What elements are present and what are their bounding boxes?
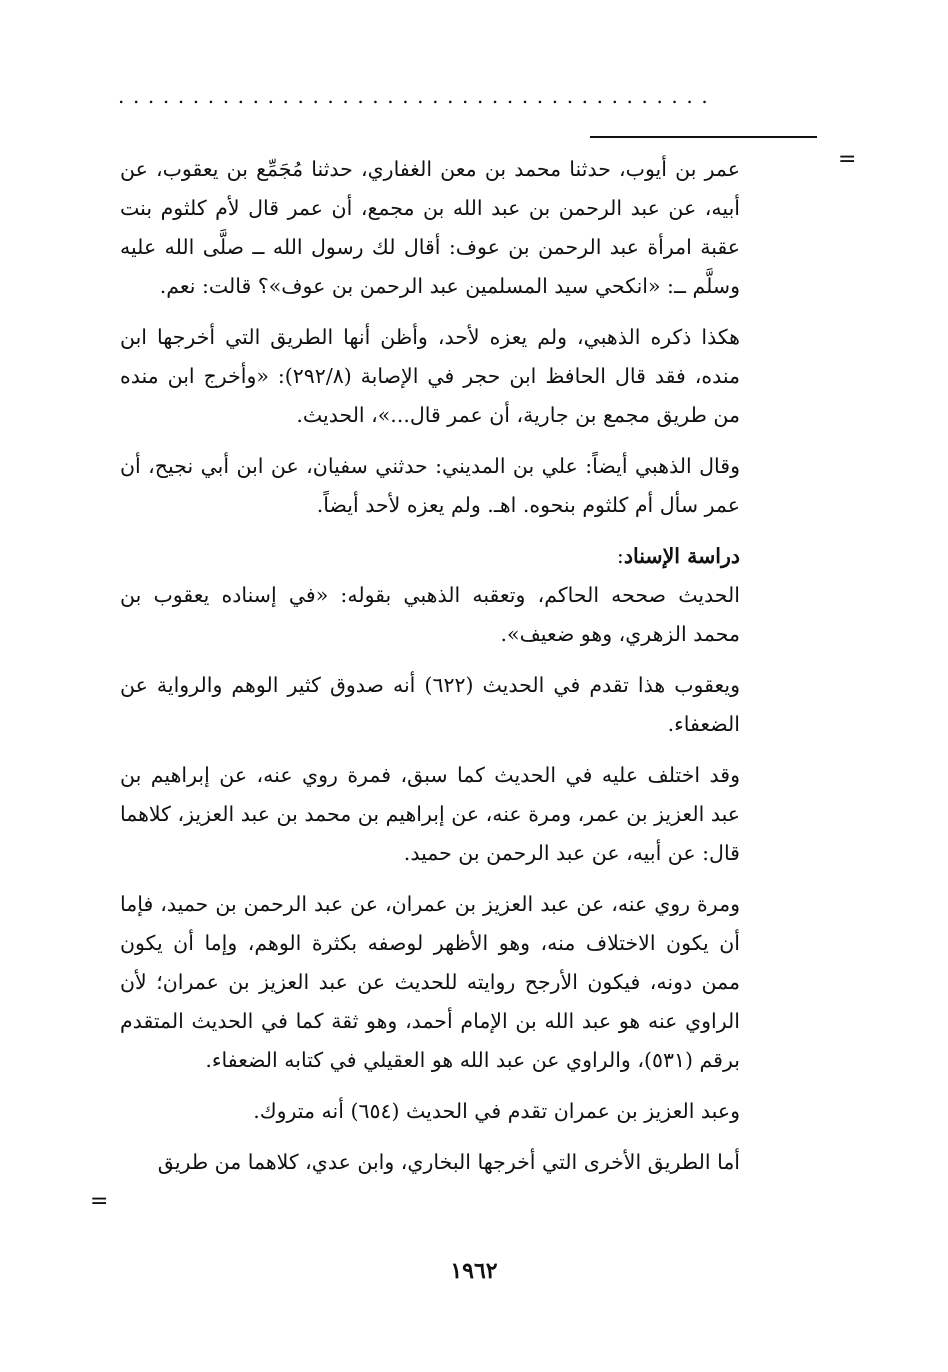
footnote-rule: [590, 136, 817, 138]
page-number: ١٩٦٢: [450, 1258, 498, 1284]
section-paragraph-4: ومرة روي عنه، عن عبد العزيز بن عمران، عن عبد الرحمن بن حميد، فإما أن يكون الاختلاف منه، وهو الأظهر لوصفه بكثرة الوهم، وإما أن يكون ممن دونه، فيكون الأرجح روايته للحديث عن عبد العزيز بن عمران؛ لأن الراوي عنه هو عبد الله بن الإمام أحمد، وهو ثقة كما في الحديث المتقدم برقم (٥٣١)، والراوي عن عبد الله هو العقيلي في كتابه الضعفاء.: [120, 892, 740, 1072]
section-heading-text: دراسة الإسناد: [623, 544, 740, 568]
section-paragraph-6: أما الطريق الأخرى التي أخرجها البخاري، وابن عدي، كلاهما من طريق: [157, 1150, 740, 1174]
continuation-marker-bottom: =: [90, 1189, 109, 1214]
section-paragraph-5: وعبد العزيز بن عمران تقدم في الحديث (٦٥٤) أنه متروك.: [253, 1099, 740, 1123]
page-body: [120, 150, 740, 1194]
section-paragraph-1: الحديث صححه الحاكم، وتعقبه الذهبي بقوله: «في إسناده يعقوب بن محمد الزهري، وهو ضعيف».: [120, 583, 740, 646]
section-paragraph-2: ويعقوب هذا تقدم في الحديث (٦٢٢) أنه صدوق كثير الوهم والرواية عن الضعفاء.: [120, 673, 740, 736]
section-paragraph-3: وقد اختلف عليه في الحديث كما سبق، فمرة روي عنه، عن إبراهيم بن عبد العزيز بن عمر، ومرة عنه، عن إبراهيم بن محمد بن عبد العزيز، كلاهما قال: عن أبيه، عن عبد الرحمن بن حميد.: [120, 763, 740, 865]
paragraph-2: هكذا ذكره الذهبي، ولم يعزه لأحد، وأظن أنها الطريق التي أخرجها ابن منده، فقد قال الحافظ ابن حجر في الإصابة (٢٩٢/٨): «وأخرج ابن منده من طريق مجمع بن جارية، أن عمر قال...»، الحديث.: [120, 325, 740, 427]
section-heading: [120, 537, 740, 576]
dotted-separator: ........................................: [118, 84, 717, 108]
continuation-marker-top: =: [838, 147, 857, 172]
paragraph-1: عمر بن أيوب، حدثنا محمد بن معن الغفاري، حدثنا مُجَمِّع بن يعقوب، عن أبيه، عن عبد الرحمن بن عبد الله بن مجمع، أن عمر قال لأم كلثوم بنت عقبة امرأة عبد الرحمن بن عوف: أقال لك رسول الله ــ صلَّى الله عليه وسلَّم ــ: «انكحي سيد المسلمين عبد الرحمن بن عوف»؟ قالت: نعم.: [120, 157, 740, 298]
section-heading-colon: :: [616, 544, 624, 568]
paragraph-3: وقال الذهبي أيضاً: علي بن المديني: حدثني سفيان، عن ابن أبي نجيح، أن عمر سأل أم كلثوم بنحوه. اهـ. ولم يعزه لأحد أيضاً.: [120, 454, 740, 517]
